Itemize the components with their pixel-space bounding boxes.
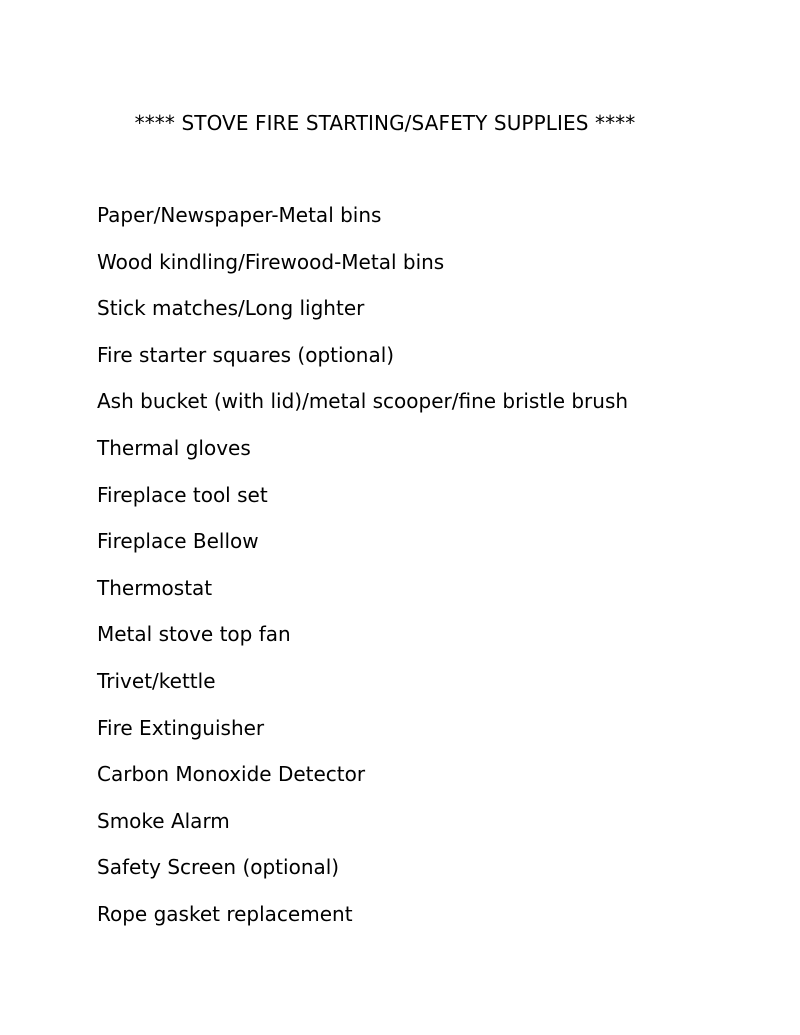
list-item: Fire Extinguisher: [97, 715, 265, 740]
list-item: Wood kindling/Firewood-Metal bins: [97, 249, 445, 274]
supplies-list: [97, 200, 628, 946]
list-item: Thermal gloves: [97, 435, 251, 460]
list-item: Trivet/kettle: [97, 668, 216, 693]
list-item: Carbon Monoxide Detector: [97, 762, 366, 787]
list-item: Metal stove top fan: [97, 622, 291, 647]
list-item: Paper/Newspaper-Metal bins: [97, 203, 382, 227]
document-title: **** STOVE FIRE STARTING/SAFETY SUPPLIES ****: [134, 111, 636, 135]
list-item: Fireplace Bellow: [97, 529, 259, 554]
list-item: Thermostat: [97, 575, 213, 600]
list-item: Fire starter squares (optional): [97, 342, 395, 367]
list-item: Stick matches/Long lighter: [97, 296, 365, 321]
list-item: Ash bucket (with lid)/metal scooper/fine bristle brush: [97, 389, 629, 414]
list-item: Rope gasket replacement: [97, 901, 353, 926]
list-item: Smoke Alarm: [97, 808, 230, 833]
list-item: Fireplace tool set: [97, 482, 268, 507]
list-item: Safety Screen (optional): [97, 855, 340, 880]
